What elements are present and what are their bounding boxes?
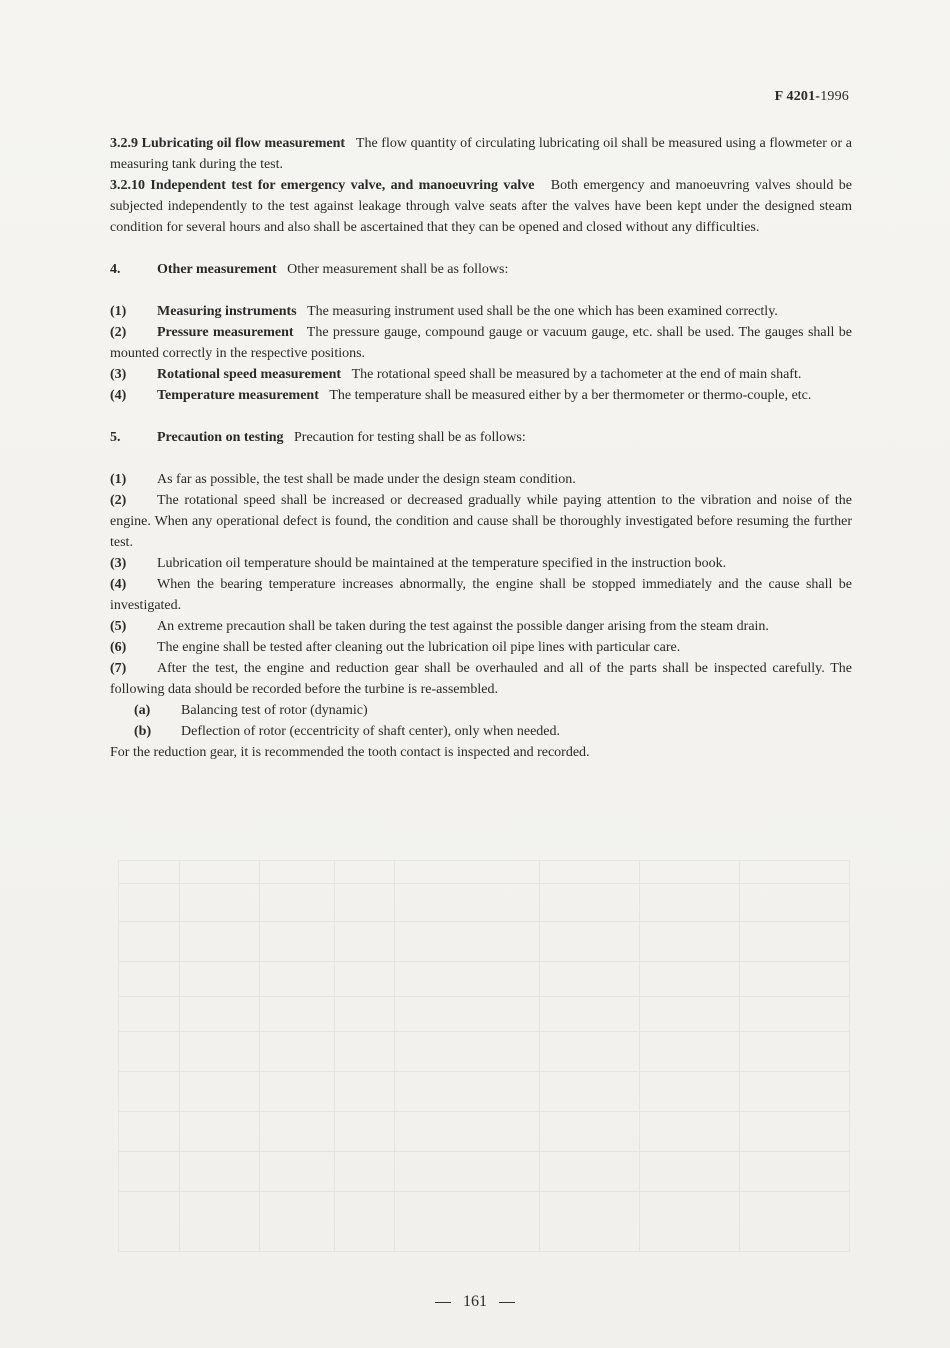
list-item [110, 658, 852, 700]
item-number: (3) [110, 367, 127, 382]
sub-item-letter: (b) [134, 724, 152, 739]
section-heading: Precaution on testing [157, 430, 284, 445]
standard-year: 1996 [820, 89, 849, 104]
heading-4 [110, 259, 852, 280]
section-number: 5. [110, 430, 121, 445]
item-number: (1) [110, 472, 127, 487]
section-text: Precaution for testing shall be as follows: [294, 430, 526, 445]
item-number: (6) [110, 640, 127, 655]
list-item [110, 490, 852, 553]
item-text: The temperature shall be measured either by a ber thermometer or thermo-couple, etc. [329, 388, 812, 403]
item-text: The engine shall be tested after cleaning out the lubrication oil pipe lines with particular care. [157, 640, 681, 655]
item-number: (7) [110, 661, 127, 676]
list-item [110, 364, 852, 385]
item-number: (2) [110, 493, 127, 508]
item-heading: Pressure measurement [157, 325, 294, 340]
item-heading: Temperature measurement [157, 388, 319, 403]
item-text: As far as possible, the test shall be made under the design steam condition. [157, 472, 576, 487]
list-item [110, 385, 852, 406]
list-item [110, 322, 852, 364]
section-text: Both emergency and manoeuvring valves should be subjected independently to the test against leakage through valve seats after the valves have been kept under the designed steam condition for several hours and also shall be ascertained that they can be opened and closed without any difficulties. [110, 178, 852, 235]
footer-dash-left [435, 1302, 451, 1303]
standard-code: F 4201- [774, 89, 821, 104]
item-number: (4) [110, 388, 127, 403]
sub-list-item [110, 700, 852, 721]
item-text: The measuring instrument used shall be the one which has been examined correctly. [307, 304, 778, 319]
page-number: 161 [463, 1293, 487, 1310]
closing-note: For the reduction gear, it is recommended the tooth contact is inspected and recorded. [110, 745, 590, 760]
section-text: The flow quantity of circulating lubricating oil shall be measured using a flowmeter or a measuring tank during the test. [110, 136, 853, 172]
section-heading: Other measurement [157, 262, 277, 277]
item-text: The rotational speed shall be measured by a tachometer at the end of main shaft. [351, 367, 802, 382]
section-heading: 3.2.9 Lubricating oil flow measurement [110, 136, 346, 151]
list-item [110, 574, 852, 616]
item-text: An extreme precaution shall be taken during the test against the possible danger arising from the steam drain. [157, 619, 769, 634]
sub-item-text: Balancing test of rotor (dynamic) [181, 703, 368, 718]
list-item [110, 553, 852, 574]
item-number: (3) [110, 556, 127, 571]
list-item [110, 637, 852, 658]
item-heading: Measuring instruments [157, 304, 297, 319]
body-text [110, 133, 852, 763]
item-number: (5) [110, 619, 127, 634]
document-code [775, 89, 849, 105]
show-through-table [118, 860, 850, 1252]
section-heading: 3.2.10 Independent test for emergency valve, and manoeuvring valve [110, 178, 535, 193]
item-number: (2) [110, 325, 127, 340]
item-number: (4) [110, 577, 127, 592]
item-heading: Rotational speed measurement [157, 367, 342, 382]
list-item [110, 616, 852, 637]
footer-dash-right [499, 1302, 515, 1303]
paragraph-3-2-9 [110, 133, 852, 175]
list-item [110, 301, 852, 322]
item-text: The pressure gauge, compound gauge or vacuum gauge, etc. shall be used. The gauges shall be mounted correctly in the respective positions. [110, 325, 853, 361]
item-text: Lubrication oil temperature should be maintained at the temperature specified in the instruction book. [157, 556, 727, 571]
sub-list-item [110, 721, 852, 742]
item-text: When the bearing temperature increases abnormally, the engine shall be stopped immediately and the cause shall be investigated. [110, 577, 852, 613]
item-number: (1) [110, 304, 127, 319]
page-footer [0, 1293, 950, 1311]
section-text: Other measurement shall be as follows: [287, 262, 509, 277]
paragraph-3-2-10 [110, 175, 852, 238]
item-text: After the test, the engine and reduction gear shall be overhauled and all of the parts shall be inspected carefully. The following data should be recorded before the turbine is re-assembled. [110, 661, 852, 697]
section-number: 4. [110, 262, 121, 277]
list-item [110, 469, 852, 490]
sub-item-letter: (a) [134, 703, 151, 718]
item-text: The rotational speed shall be increased or decreased gradually while paying attention to the vibration and noise of the engine. When any operational defect is found, the condition and cause shall be thoroughly investigated before resuming the further test. [110, 493, 852, 550]
sub-item-text: Deflection of rotor (eccentricity of shaft center), only when needed. [181, 724, 560, 739]
heading-5 [110, 427, 852, 448]
